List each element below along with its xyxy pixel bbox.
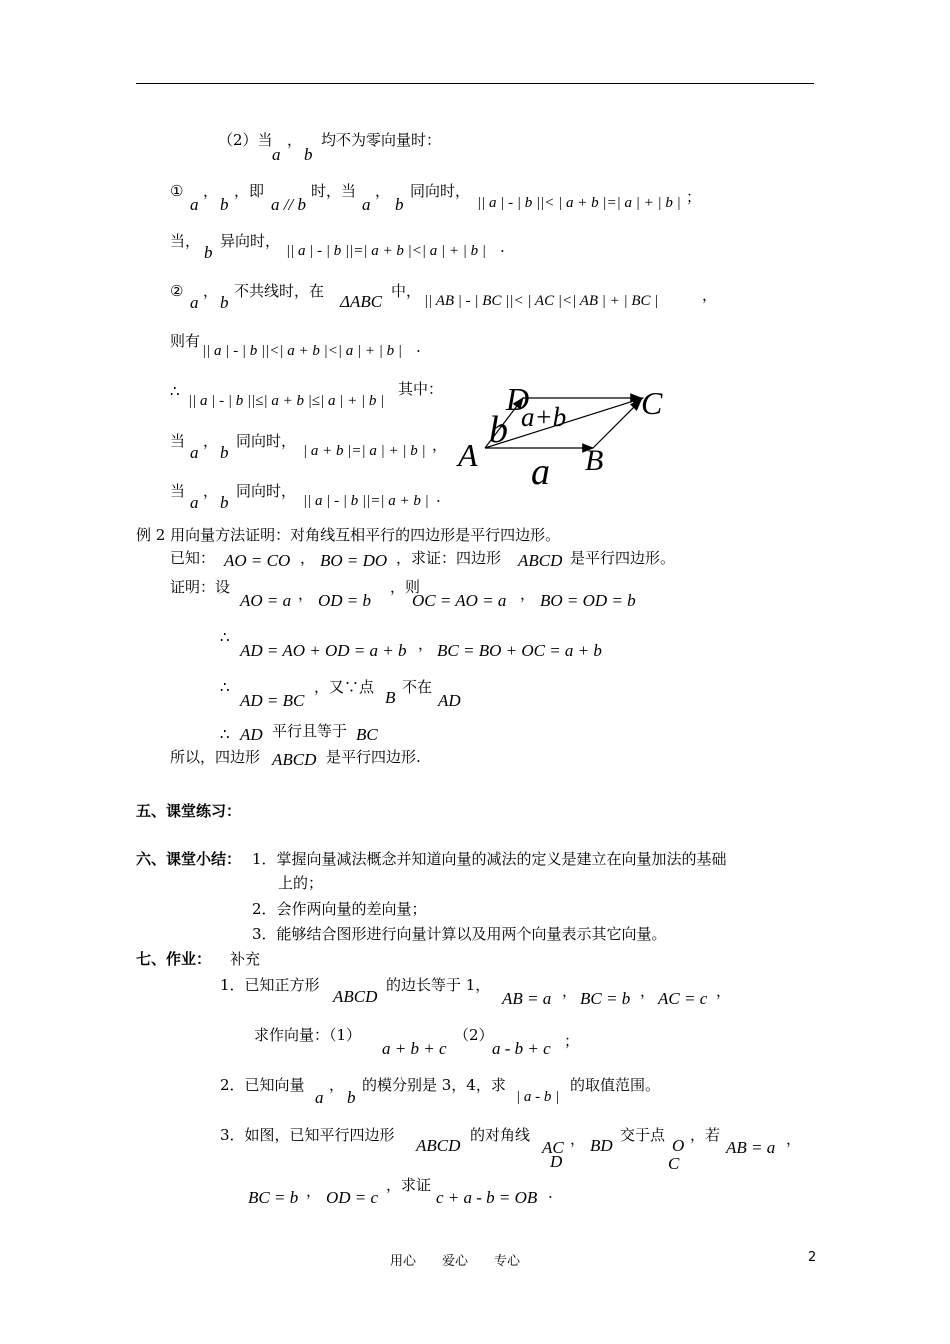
part2-intro: （2）当 [218, 131, 273, 149]
s2-ineq: || a | - | b ||=| a + b | [303, 493, 429, 509]
hw1-expr-1: a + b + c [382, 1039, 447, 1058]
proof-p7-tail: ，又∵点 [314, 678, 375, 696]
therefore: ∴ [220, 678, 230, 696]
given-label: 已知： [170, 549, 216, 567]
footer-motto: 用心 爱心 专心 [390, 1254, 521, 1269]
hw1-m2: BC = b [580, 989, 631, 1008]
hw2-range: 的取值范围。 [570, 1076, 661, 1094]
edge-bc-line [593, 400, 641, 448]
comma: ， [562, 982, 578, 1000]
proof-p8-AD: AD [240, 725, 263, 744]
example2-title: 例 2 用向量方法证明：对角线互相平行的四边形是平行四边形。 [136, 526, 561, 544]
label-a-plus-b: a+b [521, 402, 567, 432]
conclusion-a: 所以，四边形 [170, 748, 261, 766]
hw3-expr: c + a - b = OB [436, 1188, 538, 1207]
proof-p8-text: 平行且等于 [272, 722, 348, 740]
s1-same: 同向时， [236, 432, 297, 450]
qizhong: 其中： [398, 380, 444, 398]
hw3-AC: AC [542, 1138, 564, 1157]
hw3-ruo: ，若 [690, 1126, 721, 1144]
hw3-quad: ABCD [416, 1136, 461, 1155]
s1-ineq: | a + b |=| a | + | b | [303, 443, 426, 459]
label-B: B [585, 444, 604, 477]
section-seven-heading: 七、作业： [136, 950, 212, 968]
proof-p8-BC: BC [356, 725, 378, 744]
semicolon: ； [686, 188, 702, 206]
summary-item-2: 2．会作两向量的差向量； [252, 900, 427, 918]
proof-label: 证明：设 [170, 578, 231, 596]
comma: ， [329, 1076, 345, 1094]
hw2-expr: | a - b | [516, 1089, 560, 1105]
conclusion-quad: ABCD [272, 750, 317, 769]
hw2-text: 2．已知向量 [220, 1076, 305, 1094]
page-number: 2 [808, 1250, 817, 1265]
math-a: a [190, 195, 199, 214]
comma: ， [203, 432, 219, 450]
section-seven-extra: 补充 [230, 950, 261, 968]
part2-intro-tail: 均不为零向量时： [321, 131, 442, 149]
math-a: a [272, 145, 281, 164]
case1-ineq: || a | - | b ||< | a + b |=| a | + | b | [477, 195, 681, 211]
case2-zhong: 中， [391, 282, 422, 300]
summary-ineq: || a | - | b ||≤| a + b |≤| a | + | b | [188, 393, 385, 409]
proof-p7-not: 不在 [402, 678, 433, 696]
proof-p4: BO = OD = b [540, 591, 636, 610]
hw2-moduli: 的模分别是 3，4，求 [362, 1076, 506, 1094]
case2-ineq: || AB | - | BC ||< | AC |<| AB | + | BC | [424, 293, 659, 309]
case1-same: 同向时， [410, 182, 471, 200]
label-b: b [489, 409, 508, 451]
math-a: a [315, 1088, 324, 1107]
case1-parallel: a // b [271, 195, 306, 214]
period: . [548, 1184, 553, 1202]
hw1-text: 1．已知正方形 [220, 976, 320, 994]
case1b-ineq: || a | - | b ||=| a + b |<| a | + | b | [286, 243, 486, 259]
case2-triangle: ΔABC [340, 292, 383, 311]
case1b-dang: 当， [170, 232, 201, 250]
vector-parallelogram-diagram [455, 380, 695, 500]
quad-abcd: ABCD [518, 551, 563, 570]
comma: ， [702, 286, 718, 304]
proof-ze: ，则 [390, 578, 421, 596]
comma: ， [570, 1130, 586, 1148]
math-a: a [190, 493, 199, 512]
hw3-m3: OD = c [326, 1188, 379, 1207]
summary-item-1: 1．掌握向量减法概念并知道向量的减法的定义是建立在向量加法的基础 [252, 850, 727, 868]
math-b: b [220, 195, 229, 214]
zeyou: 则有 [170, 332, 201, 350]
comma: ， [306, 1182, 322, 1200]
section-six-heading: 六、课堂小结： [136, 850, 242, 868]
hw3-O: O [672, 1136, 685, 1155]
case2-text: 不共线时，在 [234, 282, 325, 300]
math-b: b [220, 493, 229, 512]
hw3-D: D [550, 1152, 563, 1171]
comma: ， [298, 585, 314, 603]
comma: ， [640, 982, 656, 1000]
prove-tail: 是平行四边形。 [570, 549, 676, 567]
proof-p7: AD = BC [240, 691, 305, 710]
given-comma: ， [300, 549, 316, 567]
hw3-m1: AB = a [726, 1138, 776, 1157]
s2-dang: 当 [170, 482, 186, 500]
comma: ， [203, 482, 219, 500]
case1-shi: 时，当 [311, 182, 357, 200]
hw1-m3: AC = c [658, 989, 708, 1008]
math-a: a [190, 443, 199, 462]
comma: ， [520, 585, 536, 603]
comma: ， [418, 635, 434, 653]
math-b: b [304, 145, 313, 164]
math-a: a [362, 195, 371, 214]
proof-p7-AD: AD [438, 691, 461, 710]
math-b: b [220, 443, 229, 462]
prove-label: ，求证：四边形 [396, 549, 502, 567]
hw3-diag: 的对角线 [470, 1126, 531, 1144]
case1-mark: ① [170, 182, 184, 200]
hw3-C: C [668, 1154, 680, 1173]
math-a: a [190, 293, 199, 312]
s1-dang: 当 [170, 432, 186, 450]
s2-same: 同向时， [236, 482, 297, 500]
comma: ， [432, 436, 448, 454]
hw3-intersect: 交于点 [620, 1126, 666, 1144]
semicolon: ； [564, 1032, 580, 1050]
case2-mark: ② [170, 282, 184, 300]
conclusion-b: 是平行四边形. [326, 748, 421, 766]
zeyou-ineq: || a | - | b ||<| a + b |<| a | + | b | [202, 343, 402, 359]
period: . [416, 338, 421, 356]
section-five-heading: 五、课堂练习： [136, 802, 242, 820]
math-b: b [347, 1088, 356, 1107]
proof-p7-B: B [385, 688, 396, 707]
label-a: a [531, 451, 550, 493]
proof-p2: OD = b [318, 591, 372, 610]
hw1-two: （2） [454, 1026, 494, 1044]
hw3-qiuzheng: ，求证 [386, 1176, 432, 1194]
math-b: b [220, 293, 229, 312]
case1b-opposite: 异向时， [220, 232, 281, 250]
proof-p1: AO = a [240, 591, 292, 610]
hw1-quad: ABCD [333, 987, 378, 1006]
comma: ， [287, 131, 303, 149]
summary-item-3: 3．能够结合图形进行向量计算以及用两个向量表示其它向量。 [252, 925, 667, 943]
comma: ， [203, 182, 219, 200]
given-2: BO = DO [320, 551, 388, 570]
hw3-text: 3．如图，已知平行四边形 [220, 1126, 395, 1144]
comma: ， [716, 982, 732, 1000]
hw1-m1: AB = a [502, 989, 552, 1008]
proof-p3: OC = AO = a [412, 591, 507, 610]
period: . [500, 238, 505, 256]
hw1-expr-2: a - b + c [492, 1039, 551, 1058]
given-1: AO = CO [224, 551, 291, 570]
period: . [436, 488, 441, 506]
label-C: C [641, 385, 663, 421]
hw1-side: 的边长等于 1， [386, 976, 491, 994]
comma: ， [375, 182, 391, 200]
summary-item-1-cont: 上的； [278, 874, 324, 892]
math-b: b [395, 195, 404, 214]
label-D: D [506, 381, 530, 417]
comma: ， [203, 282, 219, 300]
case1-ji: ，即 [234, 182, 265, 200]
header-rule [136, 83, 814, 84]
label-A: A [458, 437, 478, 473]
hw3-BD: BD [590, 1136, 613, 1155]
proof-p6: BC = BO + OC = a + b [437, 641, 602, 660]
proof-p5: AD = AO + OD = a + b [240, 641, 407, 660]
math-b: b [204, 243, 213, 262]
hw1-request: 求作向量：（1） [254, 1026, 362, 1044]
comma: ， [786, 1130, 802, 1148]
therefore: ∴ [170, 382, 180, 400]
therefore: ∴ [220, 725, 230, 743]
therefore: ∴ [220, 628, 230, 646]
hw3-m2: BC = b [248, 1188, 299, 1207]
